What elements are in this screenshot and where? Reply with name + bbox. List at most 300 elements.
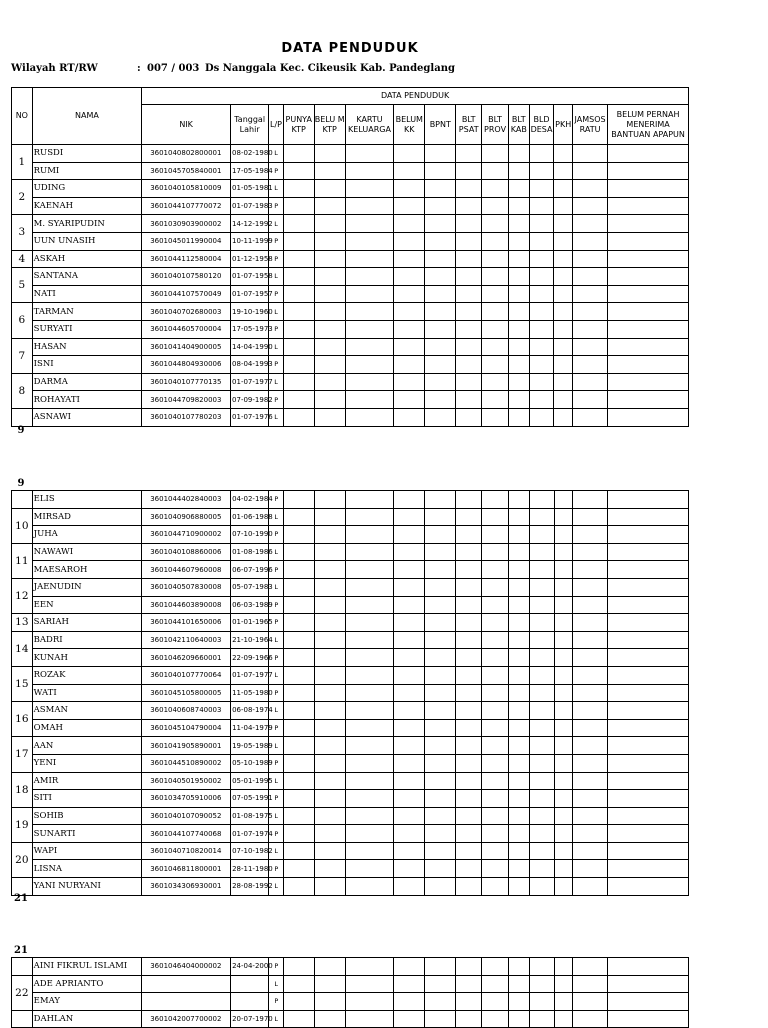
cell-empty: [456, 649, 482, 667]
cell-empty: [345, 631, 394, 649]
cell-empty: [394, 491, 425, 509]
cell-empty: [394, 408, 425, 426]
cell-empty: [394, 1010, 425, 1028]
cell-empty: [608, 993, 689, 1011]
cell-nik: 3601046811800001: [142, 860, 231, 878]
cell-empty: [394, 373, 425, 391]
cell-tanggal-lahir: 01-08-1975: [231, 807, 269, 825]
cell-empty: [573, 391, 608, 409]
cell-empty: [482, 596, 509, 614]
cell-empty: [394, 578, 425, 596]
cell-empty: [314, 772, 345, 790]
cell-empty: [456, 561, 482, 579]
cell-empty: [425, 790, 456, 808]
cell-nik: 3601034705910006: [142, 790, 231, 808]
cell-empty: [314, 719, 345, 737]
cell-nama: MIRSAD: [32, 508, 142, 526]
cell-empty: [283, 543, 314, 561]
cell-empty: [482, 825, 509, 843]
cell-tanggal-lahir: 07-09-1982: [231, 391, 269, 409]
cell-empty: [508, 232, 529, 250]
table-row: [12, 408, 689, 426]
header-tanggal-lahir: Tanggal Lahir: [231, 105, 269, 145]
cell-empty: [456, 958, 482, 976]
cell-empty: [314, 737, 345, 755]
cell-lp: L: [269, 842, 283, 860]
cell-empty: [345, 320, 394, 338]
cell-lp: L: [269, 268, 283, 286]
cell-empty: [482, 719, 509, 737]
cell-empty: [554, 508, 573, 526]
cell-empty: [608, 1010, 689, 1028]
cell-empty: [283, 320, 314, 338]
cell-empty: [608, 197, 689, 215]
cell-empty: [314, 702, 345, 720]
cell-empty: [608, 338, 689, 356]
cell-empty: [345, 561, 394, 579]
cell-nik: 3601040107580120: [142, 268, 231, 286]
cell-tanggal-lahir: 01-07-1983: [231, 197, 269, 215]
cell-empty: [608, 250, 689, 268]
cell-empty: [529, 197, 554, 215]
cell-empty: [394, 790, 425, 808]
cell-nama: TARMAN: [32, 303, 142, 321]
cell-lp: P: [269, 596, 283, 614]
cell-empty: [314, 842, 345, 860]
cell-empty: [283, 578, 314, 596]
cell-empty: [345, 754, 394, 772]
cell-nik: 3601045705840001: [142, 162, 231, 180]
cell-empty: [573, 197, 608, 215]
cell-empty: [554, 391, 573, 409]
cell-empty: [509, 631, 530, 649]
cell-empty: [529, 772, 554, 790]
cell-empty: [456, 825, 482, 843]
cell-empty: [573, 825, 608, 843]
header-belum-pernah: BELUM PERNAH MENERIMA BANTUAN APAPUN: [608, 105, 689, 145]
cell-empty: [509, 754, 530, 772]
cell-empty: [314, 391, 345, 409]
cell-empty: [482, 180, 509, 198]
cell-empty: [456, 408, 482, 426]
cell-empty: [456, 180, 482, 198]
cell-no: 20: [12, 842, 33, 877]
cell-empty: [425, 268, 456, 286]
cell-empty: [394, 162, 425, 180]
cell-empty: [482, 684, 509, 702]
cell-nik: 3601030903900002: [142, 215, 231, 233]
cell-empty: [608, 491, 689, 509]
cell-empty: [554, 578, 573, 596]
cell-empty: [456, 303, 482, 321]
cell-lp: L: [269, 702, 283, 720]
table-row: [12, 1010, 689, 1028]
cell-empty: [345, 666, 394, 684]
cell-empty: [314, 754, 345, 772]
cell-empty: [394, 684, 425, 702]
cell-no: [12, 1010, 33, 1028]
cell-tanggal-lahir: 06-03-1989: [231, 596, 269, 614]
cell-empty: [345, 860, 394, 878]
cell-empty: [394, 285, 425, 303]
table-row: [12, 719, 689, 737]
cell-no: 14: [12, 631, 33, 666]
cell-empty: [283, 878, 314, 896]
table-row: [12, 180, 689, 198]
cell-empty: [529, 303, 554, 321]
cell-empty: [482, 303, 509, 321]
cell-empty: [554, 408, 573, 426]
cell-empty: [283, 215, 314, 233]
cell-empty: [456, 145, 482, 163]
cell-nik: 3601040702680003: [142, 303, 231, 321]
cell-no: 13: [12, 614, 33, 632]
cell-empty: [314, 356, 345, 374]
cell-empty: [482, 754, 509, 772]
cell-empty: [529, 807, 554, 825]
cell-lp: L: [269, 666, 283, 684]
cell-empty: [314, 596, 345, 614]
cell-empty: [345, 162, 394, 180]
cell-empty: [283, 596, 314, 614]
cell-empty: [509, 878, 530, 896]
cell-empty: [314, 825, 345, 843]
cell-tanggal-lahir: 01-07-1957: [231, 285, 269, 303]
cell-lp: L: [269, 772, 283, 790]
cell-lp: L: [269, 1010, 283, 1028]
cell-empty: [482, 578, 509, 596]
cell-empty: [573, 162, 608, 180]
cell-nama: AAN: [32, 737, 142, 755]
cell-empty: [394, 356, 425, 374]
table-row: [12, 508, 689, 526]
cell-empty: [283, 975, 314, 993]
cell-empty: [394, 215, 425, 233]
cell-empty: [529, 702, 554, 720]
cell-empty: [608, 268, 689, 286]
table-row: [12, 596, 689, 614]
cell-empty: [554, 320, 573, 338]
cell-empty: [573, 596, 608, 614]
cell-empty: [482, 320, 509, 338]
table-row: [12, 268, 689, 286]
cell-empty: [608, 408, 689, 426]
cell-empty: [482, 338, 509, 356]
cell-no: 7: [12, 338, 33, 373]
cell-tanggal-lahir: 06-07-1996: [231, 561, 269, 579]
cell-empty: [394, 842, 425, 860]
cell-nik: 3601044107770072: [142, 197, 231, 215]
cell-empty: [394, 666, 425, 684]
cell-empty: [314, 993, 345, 1011]
cell-empty: [573, 790, 608, 808]
cell-empty: [345, 649, 394, 667]
cell-empty: [482, 666, 509, 684]
header-kartu-keluarga: KARTU KELUARGA: [345, 105, 394, 145]
cell-no: 15: [12, 666, 33, 701]
table-row: [12, 878, 689, 896]
cell-empty: [482, 702, 509, 720]
cell-empty: [482, 790, 509, 808]
cell-lp: P: [269, 561, 283, 579]
cell-nik: 3601041905890001: [142, 737, 231, 755]
table-row: [12, 162, 689, 180]
cell-empty: [425, 303, 456, 321]
cell-empty: [608, 772, 689, 790]
row-number-fragment: 21: [14, 893, 28, 904]
cell-empty: [608, 561, 689, 579]
cell-empty: [283, 790, 314, 808]
cell-empty: [425, 631, 456, 649]
cell-empty: [283, 631, 314, 649]
cell-empty: [554, 1010, 573, 1028]
cell-empty: [573, 860, 608, 878]
cell-empty: [608, 596, 689, 614]
cell-nik: 3601040906880005: [142, 508, 231, 526]
cell-empty: [394, 391, 425, 409]
cell-empty: [456, 491, 482, 509]
cell-empty: [573, 356, 608, 374]
cell-empty: [425, 878, 456, 896]
cell-empty: [425, 543, 456, 561]
cell-tanggal-lahir: 10-11-1999: [231, 232, 269, 250]
header-punya-ktp: PUNYA KTP: [283, 105, 314, 145]
cell-nama: KUNAH: [32, 649, 142, 667]
cell-empty: [345, 596, 394, 614]
cell-empty: [345, 391, 394, 409]
cell-empty: [283, 356, 314, 374]
cell-empty: [425, 737, 456, 755]
cell-nama: MAESAROH: [32, 561, 142, 579]
cell-nama: NATI: [32, 285, 142, 303]
cell-empty: [573, 702, 608, 720]
cell-nik: 3601044510890002: [142, 754, 231, 772]
cell-empty: [283, 145, 314, 163]
cell-nama: UUN UNASIH: [32, 232, 142, 250]
cell-empty: [529, 268, 554, 286]
cell-empty: [573, 666, 608, 684]
cell-empty: [554, 958, 573, 976]
cell-empty: [608, 719, 689, 737]
cell-empty: [314, 975, 345, 993]
cell-empty: [314, 543, 345, 561]
cell-nama: AINI FIKRUL ISLAMI: [32, 958, 142, 976]
cell-empty: [482, 250, 509, 268]
cell-empty: [573, 285, 608, 303]
cell-empty: [573, 807, 608, 825]
table-row: [12, 702, 689, 720]
cell-lp: P: [269, 649, 283, 667]
cell-lp: L: [269, 508, 283, 526]
cell-empty: [482, 772, 509, 790]
cell-empty: [509, 526, 530, 544]
cell-lp: P: [269, 614, 283, 632]
cell-empty: [529, 526, 554, 544]
cell-nik: 3601040107090052: [142, 807, 231, 825]
cell-empty: [283, 614, 314, 632]
cell-empty: [394, 754, 425, 772]
cell-empty: [456, 684, 482, 702]
cell-nama: WAPI: [32, 842, 142, 860]
cell-empty: [529, 162, 554, 180]
cell-empty: [573, 649, 608, 667]
cell-empty: [345, 180, 394, 198]
table-row: [12, 631, 689, 649]
cell-nama: RUSDI: [32, 145, 142, 163]
table-row: [12, 666, 689, 684]
cell-empty: [482, 631, 509, 649]
cell-empty: [283, 807, 314, 825]
cell-empty: [509, 737, 530, 755]
table-row: [12, 737, 689, 755]
cell-empty: [529, 391, 554, 409]
cell-nik: 3601040608740003: [142, 702, 231, 720]
cell-empty: [529, 491, 554, 509]
cell-empty: [554, 807, 573, 825]
cell-nama: ASKAH: [32, 250, 142, 268]
cell-empty: [509, 684, 530, 702]
cell-lp: P: [269, 526, 283, 544]
cell-empty: [482, 356, 509, 374]
cell-nik: 3601044607960008: [142, 561, 231, 579]
table-row: [12, 860, 689, 878]
cell-nama: NAWAWI: [32, 543, 142, 561]
cell-empty: [345, 543, 394, 561]
cell-empty: [456, 1010, 482, 1028]
cell-empty: [394, 631, 425, 649]
cell-tanggal-lahir: 01-07-1974: [231, 825, 269, 843]
cell-empty: [456, 373, 482, 391]
cell-empty: [394, 508, 425, 526]
cell-no: 3: [12, 215, 33, 250]
cell-empty: [508, 303, 529, 321]
cell-tanggal-lahir: 07-05-1991: [231, 790, 269, 808]
cell-empty: [425, 508, 456, 526]
cell-empty: [394, 860, 425, 878]
cell-empty: [314, 268, 345, 286]
cell-empty: [482, 508, 509, 526]
cell-empty: [456, 860, 482, 878]
cell-nik: 3601044603890008: [142, 596, 231, 614]
cell-empty: [283, 338, 314, 356]
cell-empty: [394, 719, 425, 737]
cell-empty: [573, 561, 608, 579]
page-title: DATA PENDUDUK: [281, 41, 419, 56]
cell-empty: [456, 631, 482, 649]
cell-lp: P: [269, 684, 283, 702]
cell-empty: [345, 790, 394, 808]
cell-empty: [283, 754, 314, 772]
cell-no: 8: [12, 373, 33, 408]
table-row: [12, 197, 689, 215]
cell-empty: [314, 285, 345, 303]
cell-tanggal-lahir: 11-04-1979: [231, 719, 269, 737]
cell-empty: [425, 649, 456, 667]
cell-empty: [394, 596, 425, 614]
cell-empty: [314, 649, 345, 667]
cell-lp: L: [269, 878, 283, 896]
population-table-page-1: [11, 87, 689, 427]
cell-empty: [573, 754, 608, 772]
cell-nik: 3601044710900002: [142, 526, 231, 544]
cell-empty: [508, 320, 529, 338]
cell-empty: [608, 842, 689, 860]
cell-empty: [283, 993, 314, 1011]
cell-tanggal-lahir: 19-05-1989: [231, 737, 269, 755]
cell-empty: [554, 666, 573, 684]
cell-empty: [573, 614, 608, 632]
cell-empty: [456, 666, 482, 684]
cell-empty: [283, 373, 314, 391]
cell-empty: [456, 162, 482, 180]
table-row: [12, 993, 689, 1011]
cell-empty: [554, 303, 573, 321]
table-row: [12, 338, 689, 356]
cell-empty: [554, 491, 573, 509]
cell-empty: [425, 285, 456, 303]
cell-empty: [508, 250, 529, 268]
cell-empty: [425, 772, 456, 790]
cell-empty: [529, 320, 554, 338]
cell-empty: [425, 373, 456, 391]
cell-empty: [529, 508, 554, 526]
cell-lp: P: [269, 320, 283, 338]
cell-empty: [283, 391, 314, 409]
cell-empty: [554, 373, 573, 391]
cell-empty: [573, 232, 608, 250]
cell-tanggal-lahir: 14-04-1990: [231, 338, 269, 356]
cell-empty: [456, 338, 482, 356]
population-table-page-2: [11, 490, 689, 904]
cell-empty: [456, 320, 482, 338]
cell-empty: [345, 197, 394, 215]
cell-empty: [283, 508, 314, 526]
cell-empty: [425, 250, 456, 268]
cell-nama: KAENAH: [32, 197, 142, 215]
table-row: [12, 807, 689, 825]
cell-empty: [314, 491, 345, 509]
cell-no: 5: [12, 268, 33, 303]
cell-empty: [314, 250, 345, 268]
cell-empty: [425, 578, 456, 596]
cell-empty: [509, 975, 530, 993]
cell-empty: [283, 825, 314, 843]
cell-tanggal-lahir: 07-10-1982: [231, 842, 269, 860]
header-nik: NIK: [142, 105, 231, 145]
cell-empty: [345, 250, 394, 268]
cell-empty: [608, 684, 689, 702]
header-blt-psat: BLT PSAT: [456, 105, 482, 145]
cell-empty: [314, 614, 345, 632]
cell-empty: [456, 285, 482, 303]
cell-empty: [456, 807, 482, 825]
table-row: [12, 825, 689, 843]
table-row: [12, 250, 689, 268]
cell-empty: [283, 1010, 314, 1028]
cell-empty: [529, 596, 554, 614]
cell-empty: [554, 737, 573, 755]
cell-tanggal-lahir: 05-10-1989: [231, 754, 269, 772]
cell-empty: [425, 197, 456, 215]
cell-empty: [345, 338, 394, 356]
cell-empty: [345, 772, 394, 790]
cell-empty: [529, 993, 554, 1011]
cell-empty: [508, 408, 529, 426]
cell-empty: [482, 215, 509, 233]
cell-empty: [573, 491, 608, 509]
cell-empty: [425, 526, 456, 544]
cell-empty: [345, 373, 394, 391]
